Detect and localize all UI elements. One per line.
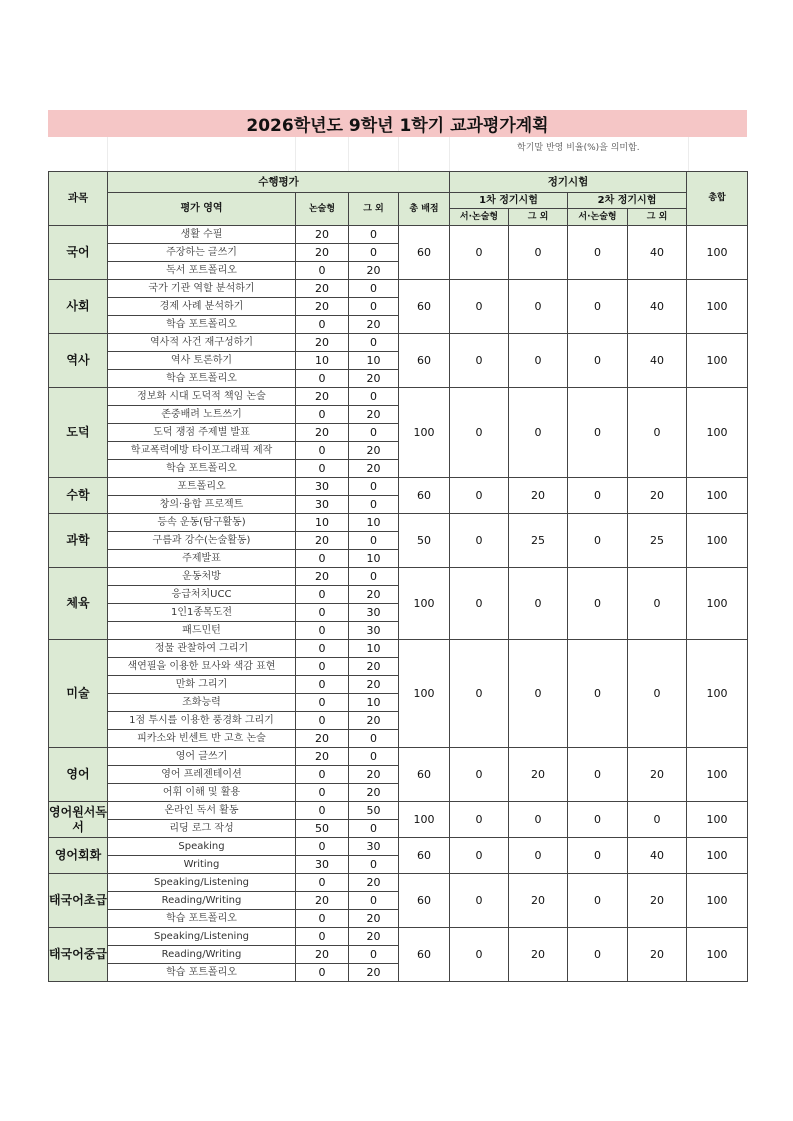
other-score-cell: 20 <box>349 262 399 280</box>
total-cell: 100 <box>687 928 748 982</box>
eval-area-cell: 운동처방 <box>108 568 296 586</box>
other-score-cell: 0 <box>349 568 399 586</box>
exam1-other-cell: 0 <box>509 802 568 838</box>
eval-area-cell: 주장하는 글쓰기 <box>108 244 296 262</box>
other-score-cell: 20 <box>349 586 399 604</box>
subject-name: 영어회화 <box>49 838 108 874</box>
other-score-cell: 30 <box>349 604 399 622</box>
eval-area-cell: 학교폭력예방 타이포그래픽 제작 <box>108 442 296 460</box>
total-cell: 100 <box>687 640 748 748</box>
header-regular-exam: 정기시험 <box>450 172 687 193</box>
eval-area-cell: Reading/Writing <box>108 946 296 964</box>
table-body <box>49 226 748 982</box>
exam1-essay-cell: 0 <box>450 874 509 928</box>
other-score-cell: 20 <box>349 712 399 730</box>
essay-score-cell: 20 <box>296 730 349 748</box>
other-score-cell: 10 <box>349 640 399 658</box>
header-performance: 수행평가 <box>108 172 450 193</box>
table-row <box>49 748 748 766</box>
essay-score-cell: 0 <box>296 712 349 730</box>
table-header <box>49 172 748 226</box>
essay-score-cell: 0 <box>296 550 349 568</box>
other-score-cell: 0 <box>349 244 399 262</box>
subject-name: 태국어중급 <box>49 928 108 982</box>
subject-name: 역사 <box>49 334 108 388</box>
eval-area-cell: Speaking/Listening <box>108 928 296 946</box>
perf-total-cell: 100 <box>399 568 450 640</box>
essay-score-cell: 0 <box>296 316 349 334</box>
eval-area-cell: 피카소와 빈센트 반 고흐 논술 <box>108 730 296 748</box>
essay-score-cell: 0 <box>296 262 349 280</box>
eval-area-cell: 정보화 시대 도덕적 책임 논술 <box>108 388 296 406</box>
other-score-cell: 50 <box>349 802 399 820</box>
exam2-other-cell: 0 <box>628 388 687 478</box>
eval-area-cell: 등속 운동(탐구활동) <box>108 514 296 532</box>
exam2-other-cell: 25 <box>628 514 687 568</box>
total-cell: 100 <box>687 568 748 640</box>
total-cell: 100 <box>687 388 748 478</box>
perf-total-cell: 60 <box>399 838 450 874</box>
exam1-essay-cell: 0 <box>450 226 509 280</box>
subject-name: 과학 <box>49 514 108 568</box>
other-score-cell: 20 <box>349 766 399 784</box>
subject-name: 미술 <box>49 640 108 748</box>
eval-area-cell: 리딩 로그 작성 <box>108 820 296 838</box>
essay-score-cell: 0 <box>296 370 349 388</box>
exam2-essay-cell: 0 <box>568 514 628 568</box>
other-score-cell: 0 <box>349 856 399 874</box>
exam1-other-cell: 20 <box>509 748 568 802</box>
table-row <box>49 802 748 820</box>
perf-total-cell: 100 <box>399 802 450 838</box>
essay-score-cell: 20 <box>296 388 349 406</box>
exam1-other-cell: 25 <box>509 514 568 568</box>
essay-score-cell: 0 <box>296 928 349 946</box>
exam1-other-cell: 0 <box>509 280 568 334</box>
essay-score-cell: 20 <box>296 244 349 262</box>
ratio-note-text: 학기말 반영 비율(%)을 의미함. <box>517 143 640 153</box>
exam1-other-cell: 20 <box>509 874 568 928</box>
other-score-cell: 20 <box>349 370 399 388</box>
perf-total-cell: 100 <box>399 388 450 478</box>
eval-area-cell: 존중배려 노트쓰기 <box>108 406 296 424</box>
table-row <box>49 640 748 658</box>
table-row <box>49 874 748 892</box>
table-row <box>49 838 748 856</box>
total-cell: 100 <box>687 514 748 568</box>
other-score-cell: 0 <box>349 820 399 838</box>
exam1-essay-cell: 0 <box>450 802 509 838</box>
other-score-cell: 20 <box>349 316 399 334</box>
other-score-cell: 20 <box>349 460 399 478</box>
table-row <box>49 280 748 298</box>
perf-total-cell: 100 <box>399 640 450 748</box>
other-score-cell: 10 <box>349 550 399 568</box>
subject-name: 영어 <box>49 748 108 802</box>
exam2-other-cell: 0 <box>628 802 687 838</box>
other-score-cell: 20 <box>349 784 399 802</box>
exam2-essay-cell: 0 <box>568 748 628 802</box>
exam1-essay-cell: 0 <box>450 568 509 640</box>
essay-score-cell: 0 <box>296 766 349 784</box>
header-total: 총합 <box>687 172 748 226</box>
header-exam2-essay: 서·논술형 <box>568 209 628 226</box>
eval-area-cell: 역사 토론하기 <box>108 352 296 370</box>
eval-area-cell: 패드민턴 <box>108 622 296 640</box>
essay-score-cell: 0 <box>296 874 349 892</box>
total-cell: 100 <box>687 334 748 388</box>
exam1-other-cell: 0 <box>509 640 568 748</box>
table-row <box>49 514 748 532</box>
exam2-essay-cell: 0 <box>568 874 628 928</box>
essay-score-cell: 0 <box>296 640 349 658</box>
exam1-essay-cell: 0 <box>450 478 509 514</box>
evaluation-plan-table <box>48 171 748 982</box>
other-score-cell: 20 <box>349 928 399 946</box>
other-score-cell: 0 <box>349 748 399 766</box>
essay-score-cell: 20 <box>296 298 349 316</box>
exam1-essay-cell: 0 <box>450 388 509 478</box>
exam1-essay-cell: 0 <box>450 514 509 568</box>
essay-score-cell: 30 <box>296 856 349 874</box>
eval-area-cell: 학습 포트폴리오 <box>108 316 296 334</box>
eval-area-cell: Speaking <box>108 838 296 856</box>
other-score-cell: 20 <box>349 874 399 892</box>
eval-area-cell: 응급처치UCC <box>108 586 296 604</box>
essay-score-cell: 0 <box>296 694 349 712</box>
exam2-other-cell: 20 <box>628 478 687 514</box>
other-score-cell: 0 <box>349 892 399 910</box>
subject-name: 국어 <box>49 226 108 280</box>
other-score-cell: 20 <box>349 910 399 928</box>
essay-score-cell: 0 <box>296 964 349 982</box>
other-score-cell: 20 <box>349 658 399 676</box>
subject-name: 태국어초급 <box>49 874 108 928</box>
header-exam2: 2차 정기시험 <box>568 193 687 209</box>
exam2-other-cell: 20 <box>628 874 687 928</box>
eval-area-cell: 역사적 사건 재구성하기 <box>108 334 296 352</box>
header-other: 그 외 <box>349 193 399 226</box>
exam2-essay-cell: 0 <box>568 928 628 982</box>
table-row <box>49 928 748 946</box>
other-score-cell: 0 <box>349 532 399 550</box>
eval-area-cell: 영어 글쓰기 <box>108 748 296 766</box>
eval-area-cell: 온라인 독서 활동 <box>108 802 296 820</box>
eval-area-cell: 경제 사례 분석하기 <box>108 298 296 316</box>
exam1-other-cell: 20 <box>509 478 568 514</box>
exam2-other-cell: 20 <box>628 748 687 802</box>
exam1-essay-cell: 0 <box>450 748 509 802</box>
table-row <box>49 334 748 352</box>
exam2-other-cell: 40 <box>628 280 687 334</box>
exam2-other-cell: 40 <box>628 226 687 280</box>
essay-score-cell: 20 <box>296 226 349 244</box>
exam1-essay-cell: 0 <box>450 838 509 874</box>
eval-area-cell: 학습 포트폴리오 <box>108 910 296 928</box>
other-score-cell: 0 <box>349 298 399 316</box>
exam1-essay-cell: 0 <box>450 280 509 334</box>
essay-score-cell: 0 <box>296 586 349 604</box>
eval-area-cell: 주제발표 <box>108 550 296 568</box>
exam2-essay-cell: 0 <box>568 388 628 478</box>
other-score-cell: 10 <box>349 694 399 712</box>
table-row <box>49 388 748 406</box>
essay-score-cell: 0 <box>296 784 349 802</box>
eval-area-cell: Writing <box>108 856 296 874</box>
exam1-other-cell: 0 <box>509 334 568 388</box>
perf-total-cell: 50 <box>399 514 450 568</box>
exam1-other-cell: 0 <box>509 388 568 478</box>
exam2-essay-cell: 0 <box>568 568 628 640</box>
header-exam2-other: 그 외 <box>628 209 687 226</box>
essay-score-cell: 0 <box>296 802 349 820</box>
eval-area-cell: 학습 포트폴리오 <box>108 964 296 982</box>
subject-name: 수학 <box>49 478 108 514</box>
essay-score-cell: 0 <box>296 838 349 856</box>
essay-score-cell: 0 <box>296 460 349 478</box>
page-title: 2026학년도 9학년 1학기 교과평가계획 <box>48 110 747 137</box>
ratio-note <box>48 137 747 154</box>
eval-area-cell: Reading/Writing <box>108 892 296 910</box>
other-score-cell: 0 <box>349 478 399 496</box>
total-cell: 100 <box>687 802 748 838</box>
essay-score-cell: 0 <box>296 604 349 622</box>
table-row <box>49 478 748 496</box>
exam2-essay-cell: 0 <box>568 802 628 838</box>
eval-area-cell: 국가 기관 역할 분석하기 <box>108 280 296 298</box>
essay-score-cell: 50 <box>296 820 349 838</box>
essay-score-cell: 20 <box>296 946 349 964</box>
eval-area-cell: 독서 포트폴리오 <box>108 262 296 280</box>
exam2-other-cell: 40 <box>628 838 687 874</box>
exam1-other-cell: 0 <box>509 568 568 640</box>
eval-area-cell: 정물 관찰하여 그리기 <box>108 640 296 658</box>
exam2-essay-cell: 0 <box>568 334 628 388</box>
total-cell: 100 <box>687 838 748 874</box>
essay-score-cell: 0 <box>296 910 349 928</box>
total-cell: 100 <box>687 874 748 928</box>
perf-total-cell: 60 <box>399 280 450 334</box>
perf-total-cell: 60 <box>399 478 450 514</box>
exam2-essay-cell: 0 <box>568 640 628 748</box>
other-score-cell: 30 <box>349 622 399 640</box>
essay-score-cell: 30 <box>296 478 349 496</box>
other-score-cell: 20 <box>349 442 399 460</box>
eval-area-cell: 색연필을 이용한 묘사와 색감 표현 <box>108 658 296 676</box>
other-score-cell: 20 <box>349 676 399 694</box>
essay-score-cell: 10 <box>296 514 349 532</box>
total-cell: 100 <box>687 478 748 514</box>
eval-area-cell: 도덕 쟁점 주제별 발표 <box>108 424 296 442</box>
exam2-other-cell: 40 <box>628 334 687 388</box>
eval-area-cell: 창의·융합 프로젝트 <box>108 496 296 514</box>
exam1-other-cell: 0 <box>509 226 568 280</box>
eval-area-cell: 1점 투시를 이용한 풍경화 그리기 <box>108 712 296 730</box>
essay-score-cell: 0 <box>296 442 349 460</box>
exam1-essay-cell: 0 <box>450 928 509 982</box>
essay-score-cell: 20 <box>296 280 349 298</box>
perf-total-cell: 60 <box>399 226 450 280</box>
header-eval-area: 평가 영역 <box>108 193 296 226</box>
header-exam1-essay: 서·논술형 <box>450 209 509 226</box>
exam1-other-cell: 20 <box>509 928 568 982</box>
essay-score-cell: 20 <box>296 748 349 766</box>
essay-score-cell: 20 <box>296 334 349 352</box>
essay-score-cell: 20 <box>296 568 349 586</box>
exam1-essay-cell: 0 <box>450 334 509 388</box>
header-perf-total: 총 배점 <box>399 193 450 226</box>
other-score-cell: 0 <box>349 226 399 244</box>
perf-total-cell: 60 <box>399 928 450 982</box>
exam2-essay-cell: 0 <box>568 280 628 334</box>
essay-score-cell: 0 <box>296 676 349 694</box>
other-score-cell: 10 <box>349 352 399 370</box>
exam2-other-cell: 20 <box>628 928 687 982</box>
eval-area-cell: 학습 포트폴리오 <box>108 460 296 478</box>
eval-area-cell: 어휘 이해 및 활용 <box>108 784 296 802</box>
eval-area-cell: 조화능력 <box>108 694 296 712</box>
perf-total-cell: 60 <box>399 334 450 388</box>
other-score-cell: 0 <box>349 334 399 352</box>
exam2-essay-cell: 0 <box>568 838 628 874</box>
essay-score-cell: 0 <box>296 406 349 424</box>
total-cell: 100 <box>687 748 748 802</box>
essay-score-cell: 20 <box>296 424 349 442</box>
subject-name: 도덕 <box>49 388 108 478</box>
eval-area-cell: 1인1종목도전 <box>108 604 296 622</box>
header-subject: 과목 <box>49 172 108 226</box>
eval-area-cell: 포트폴리오 <box>108 478 296 496</box>
other-score-cell: 20 <box>349 964 399 982</box>
essay-score-cell: 0 <box>296 658 349 676</box>
other-score-cell: 10 <box>349 514 399 532</box>
eval-area-cell: Speaking/Listening <box>108 874 296 892</box>
essay-score-cell: 10 <box>296 352 349 370</box>
subject-name: 사회 <box>49 280 108 334</box>
exam1-other-cell: 0 <box>509 838 568 874</box>
exam2-other-cell: 0 <box>628 640 687 748</box>
exam2-essay-cell: 0 <box>568 478 628 514</box>
eval-area-cell: 학습 포트폴리오 <box>108 370 296 388</box>
other-score-cell: 0 <box>349 424 399 442</box>
table-row <box>49 226 748 244</box>
eval-area-cell: 구름과 강수(논술활동) <box>108 532 296 550</box>
eval-area-cell: 생활 수필 <box>108 226 296 244</box>
essay-score-cell: 30 <box>296 496 349 514</box>
other-score-cell: 0 <box>349 388 399 406</box>
perf-total-cell: 60 <box>399 874 450 928</box>
other-score-cell: 0 <box>349 496 399 514</box>
total-cell: 100 <box>687 280 748 334</box>
table-row <box>49 568 748 586</box>
subject-name: 영어원서독서 <box>49 802 108 838</box>
exam2-other-cell: 0 <box>628 568 687 640</box>
eval-area-cell: 만화 그리기 <box>108 676 296 694</box>
other-score-cell: 0 <box>349 730 399 748</box>
other-score-cell: 30 <box>349 838 399 856</box>
other-score-cell: 0 <box>349 280 399 298</box>
other-score-cell: 0 <box>349 946 399 964</box>
essay-score-cell: 0 <box>296 622 349 640</box>
essay-score-cell: 20 <box>296 532 349 550</box>
subject-name: 체육 <box>49 568 108 640</box>
header-essay: 논술형 <box>296 193 349 226</box>
exam2-essay-cell: 0 <box>568 226 628 280</box>
total-cell: 100 <box>687 226 748 280</box>
other-score-cell: 20 <box>349 406 399 424</box>
header-exam1: 1차 정기시험 <box>450 193 568 209</box>
header-exam1-other: 그 외 <box>509 209 568 226</box>
perf-total-cell: 60 <box>399 748 450 802</box>
essay-score-cell: 20 <box>296 892 349 910</box>
eval-area-cell: 영어 프레젠테이션 <box>108 766 296 784</box>
exam1-essay-cell: 0 <box>450 640 509 748</box>
